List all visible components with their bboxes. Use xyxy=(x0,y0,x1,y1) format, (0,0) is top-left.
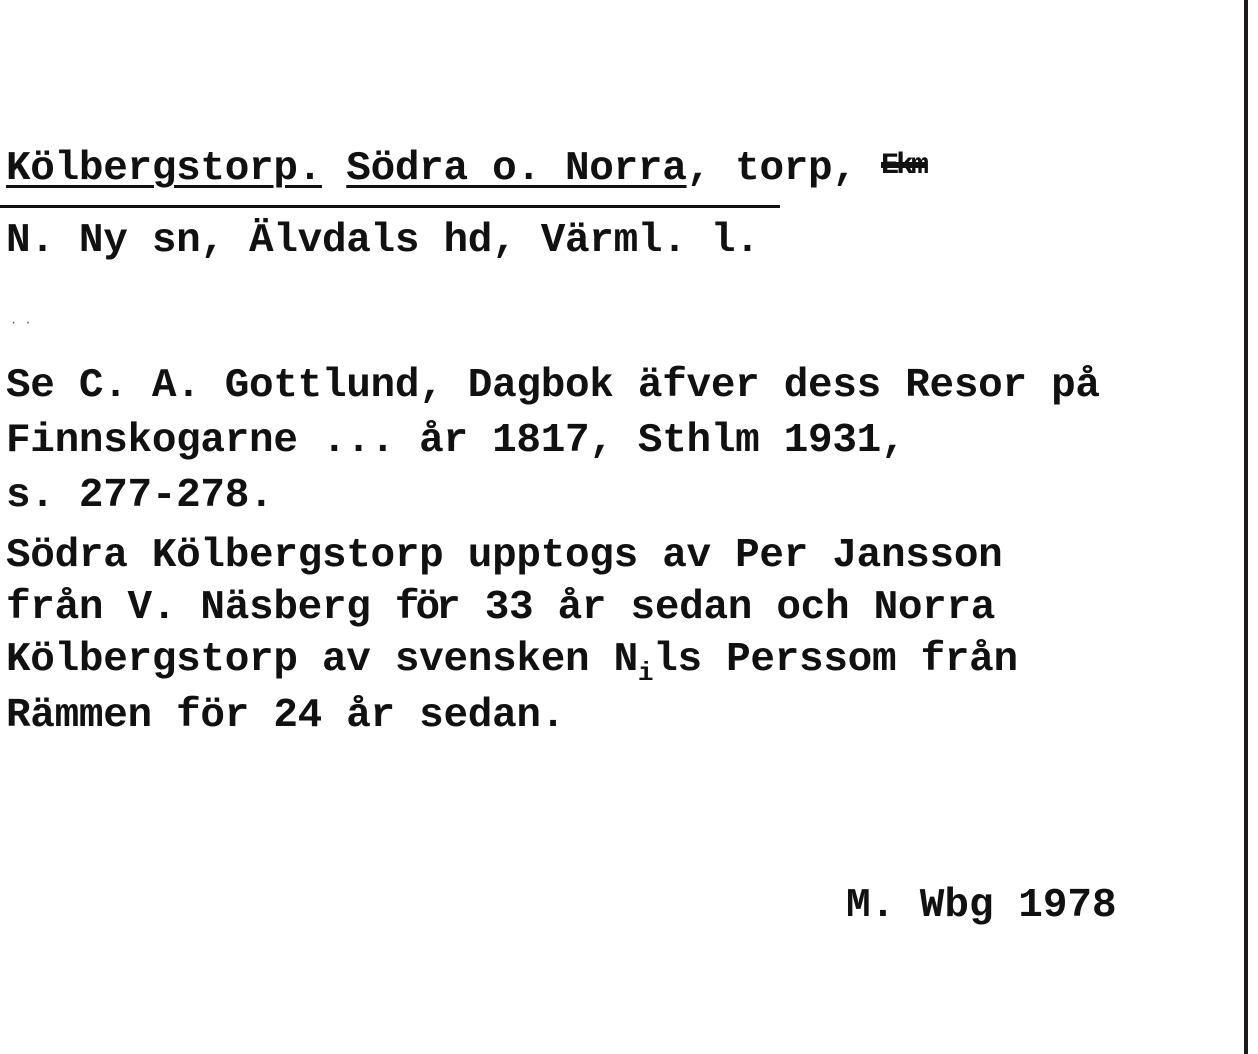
body-line-3a: Kölbergstorp av svensken N xyxy=(6,637,638,683)
title-type: , torp, xyxy=(686,146,881,192)
body-line-1: Södra Kölbergstorp upptogs av Per Jansson xyxy=(6,533,1003,579)
title-rule xyxy=(0,205,780,208)
body-line-3b: ls Perssom från xyxy=(653,637,1018,683)
card-edge-line xyxy=(1244,0,1248,1054)
body-line-2c: r 33 år sedan och Norra xyxy=(436,585,996,631)
body-line-2 xyxy=(6,582,995,634)
body-subscript: i xyxy=(637,658,654,688)
reference-line-2: Finnskogarne ... år 1817, Sthlm 1931, xyxy=(6,418,906,464)
card-title xyxy=(6,140,926,195)
stray-dots: · · xyxy=(10,316,32,330)
signature: M. Wbg 1978 xyxy=(846,883,1117,929)
location-line: N. Ny sn, Älvdals hd, Värml. l. xyxy=(6,218,760,264)
reference-line-3: s. 277-278. xyxy=(6,473,274,519)
title-place-variants: Södra o. Norra xyxy=(346,146,687,192)
title-struck-text: Ekm xyxy=(880,149,926,183)
body-line-4: Rämmen för 24 år sedan. xyxy=(6,693,565,739)
reference-line-1: Se C. A. Gottlund, Dagbok äfver dess Resor på xyxy=(6,363,1100,409)
title-place-name: Kölbergstorp. xyxy=(6,146,322,192)
body-overstrike: fö xyxy=(394,585,437,631)
body-line-2a: från V. Näsberg xyxy=(6,585,395,631)
